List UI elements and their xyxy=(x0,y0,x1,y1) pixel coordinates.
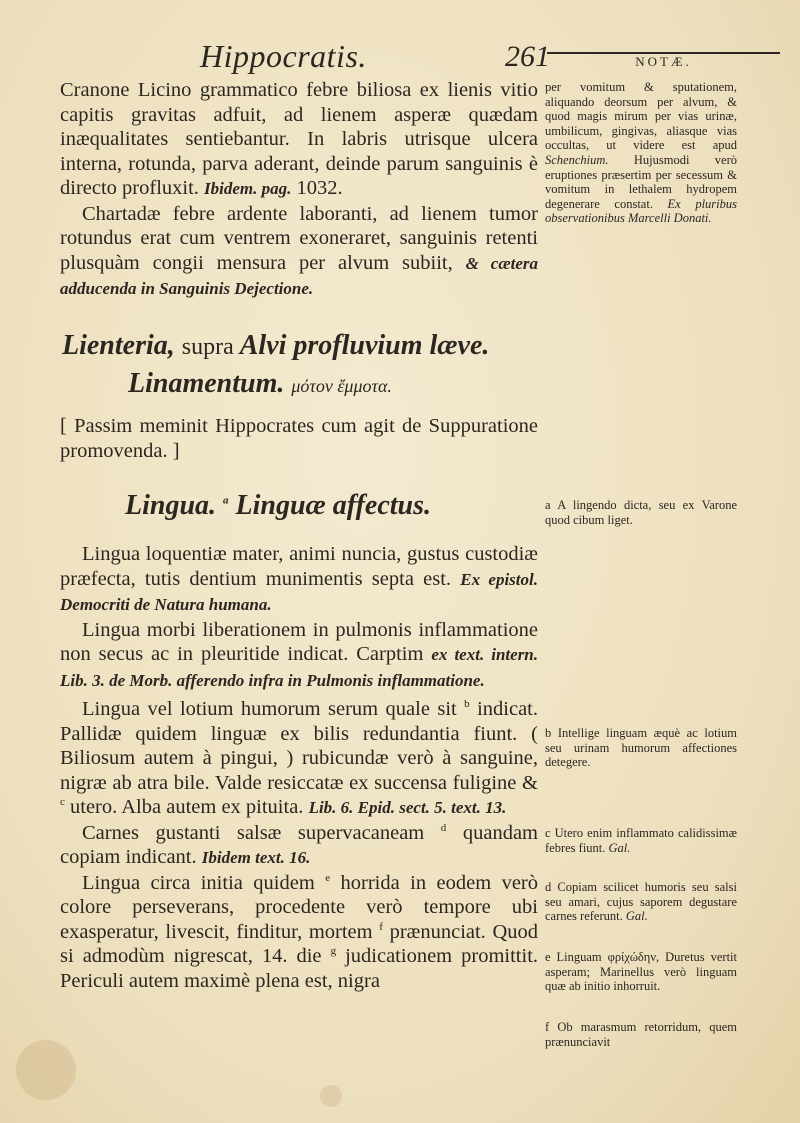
paragraph xyxy=(60,871,538,994)
paragraph-text: Lingua circa initia quidem xyxy=(82,871,315,894)
note-text: f Ob marasmum retorridum, quem prænunciavit xyxy=(545,1020,737,1049)
bracket-text: [ Passim meminit Hippocrates cum agit de Suppuratione promovenda. ] xyxy=(60,415,538,462)
page-header xyxy=(60,38,780,78)
margin-note-d xyxy=(545,880,737,924)
paragraph xyxy=(60,821,538,871)
heading-subtitle: Linguæ affectus. xyxy=(235,490,432,521)
paragraph-text: judicationem promittit. Periculi autem maximè plena est, nigra xyxy=(60,945,539,992)
page-number: 261 xyxy=(505,40,550,73)
paragraph-text: indicat. Pallidæ quidem linguæ ex bilis redundantia fiunt. ( Biliosum autem à pingui, ) rubicundæ verò à sanguine, nigræ ab atra bile. Valde resiccatæ ex succensa fuligine & xyxy=(60,698,538,794)
paragraph-text: Lingua vel lotium humorum serum quale sit xyxy=(82,698,457,720)
paragraph-text: Lingua loquentiæ mater, animi nuncia, gustus custodiæ præfecta, tutis dentium munimentis septa est. xyxy=(60,543,538,590)
paper-stain xyxy=(16,1040,76,1100)
note-text: a A lingendo dicta, seu ex Varone quod cibum liget. xyxy=(545,498,737,527)
note-text: Hujusmodi verò eruptiones præsertim per secessum & vomitum in lethalem hydropem degenerare constat. xyxy=(545,152,737,211)
margin-note-f xyxy=(545,1020,737,1049)
footnote-marker: g xyxy=(330,945,337,958)
note-text: d Copiam scilicet humoris seu salsi seu amari, cujus saporem degustare carnes referunt. xyxy=(545,880,737,924)
paragraph-text: Carnes gustanti salsæ supervacaneam xyxy=(82,821,425,844)
footnote-marker: f xyxy=(379,920,383,933)
footnote-marker: c xyxy=(60,796,65,809)
greek-term: μότον ἔμμοτα. xyxy=(291,376,392,396)
running-title: Hippocratis. xyxy=(200,38,367,74)
note-text: b Intellige linguam æquè ac lotium seu urinam humorum affectiones detegere. xyxy=(545,726,737,770)
paragraph-text: Lingua morbi liberationem in pulmonis inflammatione non secus ac in pleuritide indicat. Carptim xyxy=(60,618,538,665)
margin-note-b xyxy=(545,726,737,770)
paragraph xyxy=(60,618,538,694)
citation-page: 1032. xyxy=(296,177,343,199)
paragraph xyxy=(60,202,538,302)
cross-reference: & cætera adducenda in Sanguinis Dejectione. xyxy=(60,253,539,298)
paragraph-text: Cranone Licino grammatico febre biliosa ex lienis vitio capitis gravitas adfuit, ad lienem asperæ quædam inæqualitates sentiebantur. In labris utrisque ulcera interna, rotunda, parva aderant, deinde parum sanguinis è directo profluxit. xyxy=(60,79,538,199)
paragraph-text: utero. Alba autem ex pituita. xyxy=(70,796,304,818)
heading-reference: Alvi profluvium læve. xyxy=(239,330,490,361)
citation: Lib. 6. Epid. sect. 5. text. 13. xyxy=(308,798,507,817)
note-reference: Gal. xyxy=(608,840,631,855)
main-text-block-2 xyxy=(60,542,538,993)
margin-note xyxy=(545,80,737,226)
note-reference: Ex pluribus observationibus Marcelli Donati. xyxy=(545,196,737,226)
heading-word: Lingua. xyxy=(125,490,217,521)
heading-word: Lienteria, xyxy=(62,330,175,361)
paragraph xyxy=(60,78,538,202)
margin-note-a xyxy=(545,498,737,527)
paragraph-text: quandam copiam indicant. xyxy=(60,821,538,868)
bracket-note xyxy=(60,414,538,463)
paragraph xyxy=(60,542,538,618)
note-reference: Schenchium. xyxy=(545,152,609,167)
heading-lingua xyxy=(125,490,431,522)
citation: Ex epistol. Democriti de Natura humana. xyxy=(60,569,538,614)
margin-note-e xyxy=(545,950,737,994)
heading-linamentum xyxy=(128,368,392,400)
citation: ex text. intern. Lib. 3. de Morb. afferendo infra in Pulmonis inflammatione. xyxy=(60,645,539,690)
note-text: e Linguam φρίχώδην, Duretus vertit asperam; Marinellus verò linguam quæ ab initio inhorruit. xyxy=(545,950,737,994)
margin-note-c xyxy=(545,826,737,855)
footnote-marker: e xyxy=(325,871,331,884)
footnote-marker: d xyxy=(440,821,447,834)
notes-heading: NOTÆ. xyxy=(547,52,780,70)
paragraph-text: Chartadæ febre ardente laboranti, ad lienem tumor rotundus erat cum ventrem exoneraret, sanguinis retenti plusquàm congii mensura per alvum subiit, xyxy=(60,202,538,274)
note-text: c Utero enim inflammato calidissimæ febres fiunt. xyxy=(545,826,737,855)
paragraph-text: horrida in eodem verò colore perseverans, procedente verò tempore ubi exasperatur, livescit, finditur, mortem xyxy=(60,871,538,943)
heading-connector: supra xyxy=(181,334,234,360)
paragraph-text: prænunciat. Quod si admodùm nigrescat, 14. die xyxy=(60,920,539,967)
citation: Ibidem. pag. xyxy=(204,179,292,198)
footnote-marker: a xyxy=(223,494,229,507)
note-text: per vomitum & sputationem, aliquando deorsum per alvum, & quod magis mirum per vias urinæ, umbilicum, gingivas, aliasque vias occultas, ut videre est apud xyxy=(545,80,737,153)
paragraph xyxy=(60,697,538,821)
heading-lienteria xyxy=(62,330,489,362)
heading-word: Linamentum. xyxy=(128,368,285,399)
footnote-marker: b xyxy=(464,698,470,711)
citation: Ibidem text. 16. xyxy=(201,848,311,867)
main-text-block-1 xyxy=(60,78,538,302)
note-reference: Gal. xyxy=(625,909,648,924)
paper-stain xyxy=(320,1085,342,1107)
